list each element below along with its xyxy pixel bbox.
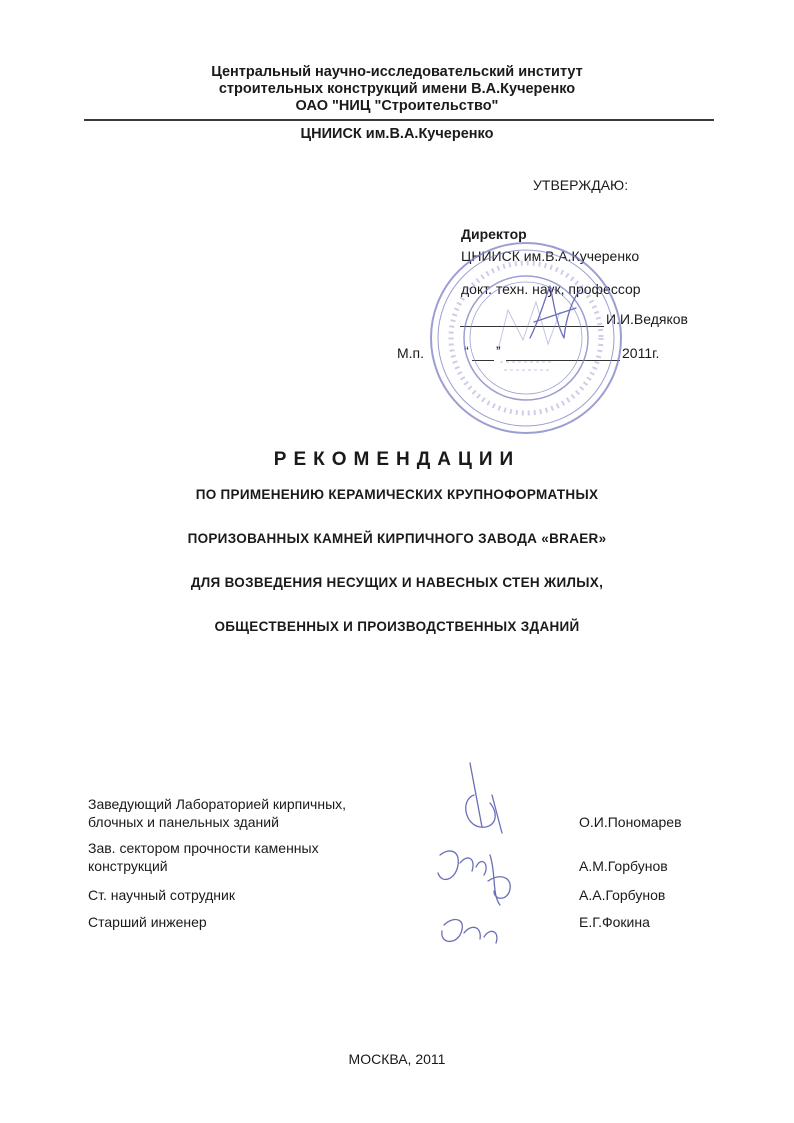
institute-name-line2: строительных конструкций имени В.А.Кучеренко (218, 81, 576, 97)
staff-role-1-line2: блочных и панельных зданий (88, 814, 279, 830)
institute-name-line1: Центральный научно-исследовательский институт (211, 64, 583, 80)
director-name: И.И.Ведяков (606, 311, 688, 327)
director-position: Директор (461, 226, 527, 242)
document-title: РЕКОМЕНДАЦИИ (273, 449, 521, 470)
date-year: 2011г. (622, 345, 660, 361)
staff-role-2-line1: Зав. сектором прочности каменных (88, 840, 319, 856)
staff-name-4: Е.Г.Фокина (579, 914, 650, 930)
staff-name-1: О.И.Пономарев (579, 814, 682, 830)
director-organization: ЦНИИСК им.В.А.Кучеренко (461, 248, 640, 264)
stamp-place-label: М.п. (397, 345, 425, 361)
date-quote-close: ” (496, 343, 501, 359)
signature-icon (520, 278, 590, 348)
staff-name-3: А.А.Горбунов (579, 887, 666, 903)
city-year: МОСКВА, 2011 (348, 1051, 446, 1067)
staff-name-2: А.М.Горбунов (579, 858, 668, 874)
director-degree: докт. техн. наук, профессор (461, 281, 641, 297)
staff-role-2-line2: конструкций (88, 858, 168, 874)
staff-role-1-line1: Заведующий Лабораторией кирпичных, (88, 796, 347, 812)
institute-short-name: ЦНИИСК им.В.А.Кучеренко (300, 126, 494, 142)
staff-signatures-icon (430, 755, 550, 965)
subtitle-line4: ОБЩЕСТВЕННЫХ И ПРОИЗВОДСТВЕННЫХ ЗДАНИЙ (214, 619, 580, 634)
subtitle-line1: ПО ПРИМЕНЕНИЮ КЕРАМИЧЕСКИХ КРУПНОФОРМАТНЫХ (195, 487, 599, 502)
subtitle-line3: ДЛЯ ВОЗВЕДЕНИЯ НЕСУЩИХ И НАВЕСНЫХ СТЕН ЖИЛЫХ, (190, 575, 604, 590)
header-rule (84, 119, 714, 121)
date-quote-open: “ (464, 343, 469, 359)
staff-role-3: Ст. научный сотрудник (88, 887, 235, 903)
approve-word: УТВЕРЖДАЮ: (533, 177, 629, 193)
subtitle-line2: ПОРИЗОВАННЫХ КАМНЕЙ КИРПИЧНОГО ЗАВОДА «BRAER» (187, 531, 607, 546)
institute-name-line3: ОАО "НИЦ "Строительство" (295, 98, 499, 114)
staff-role-4: Старший инженер (88, 914, 207, 930)
